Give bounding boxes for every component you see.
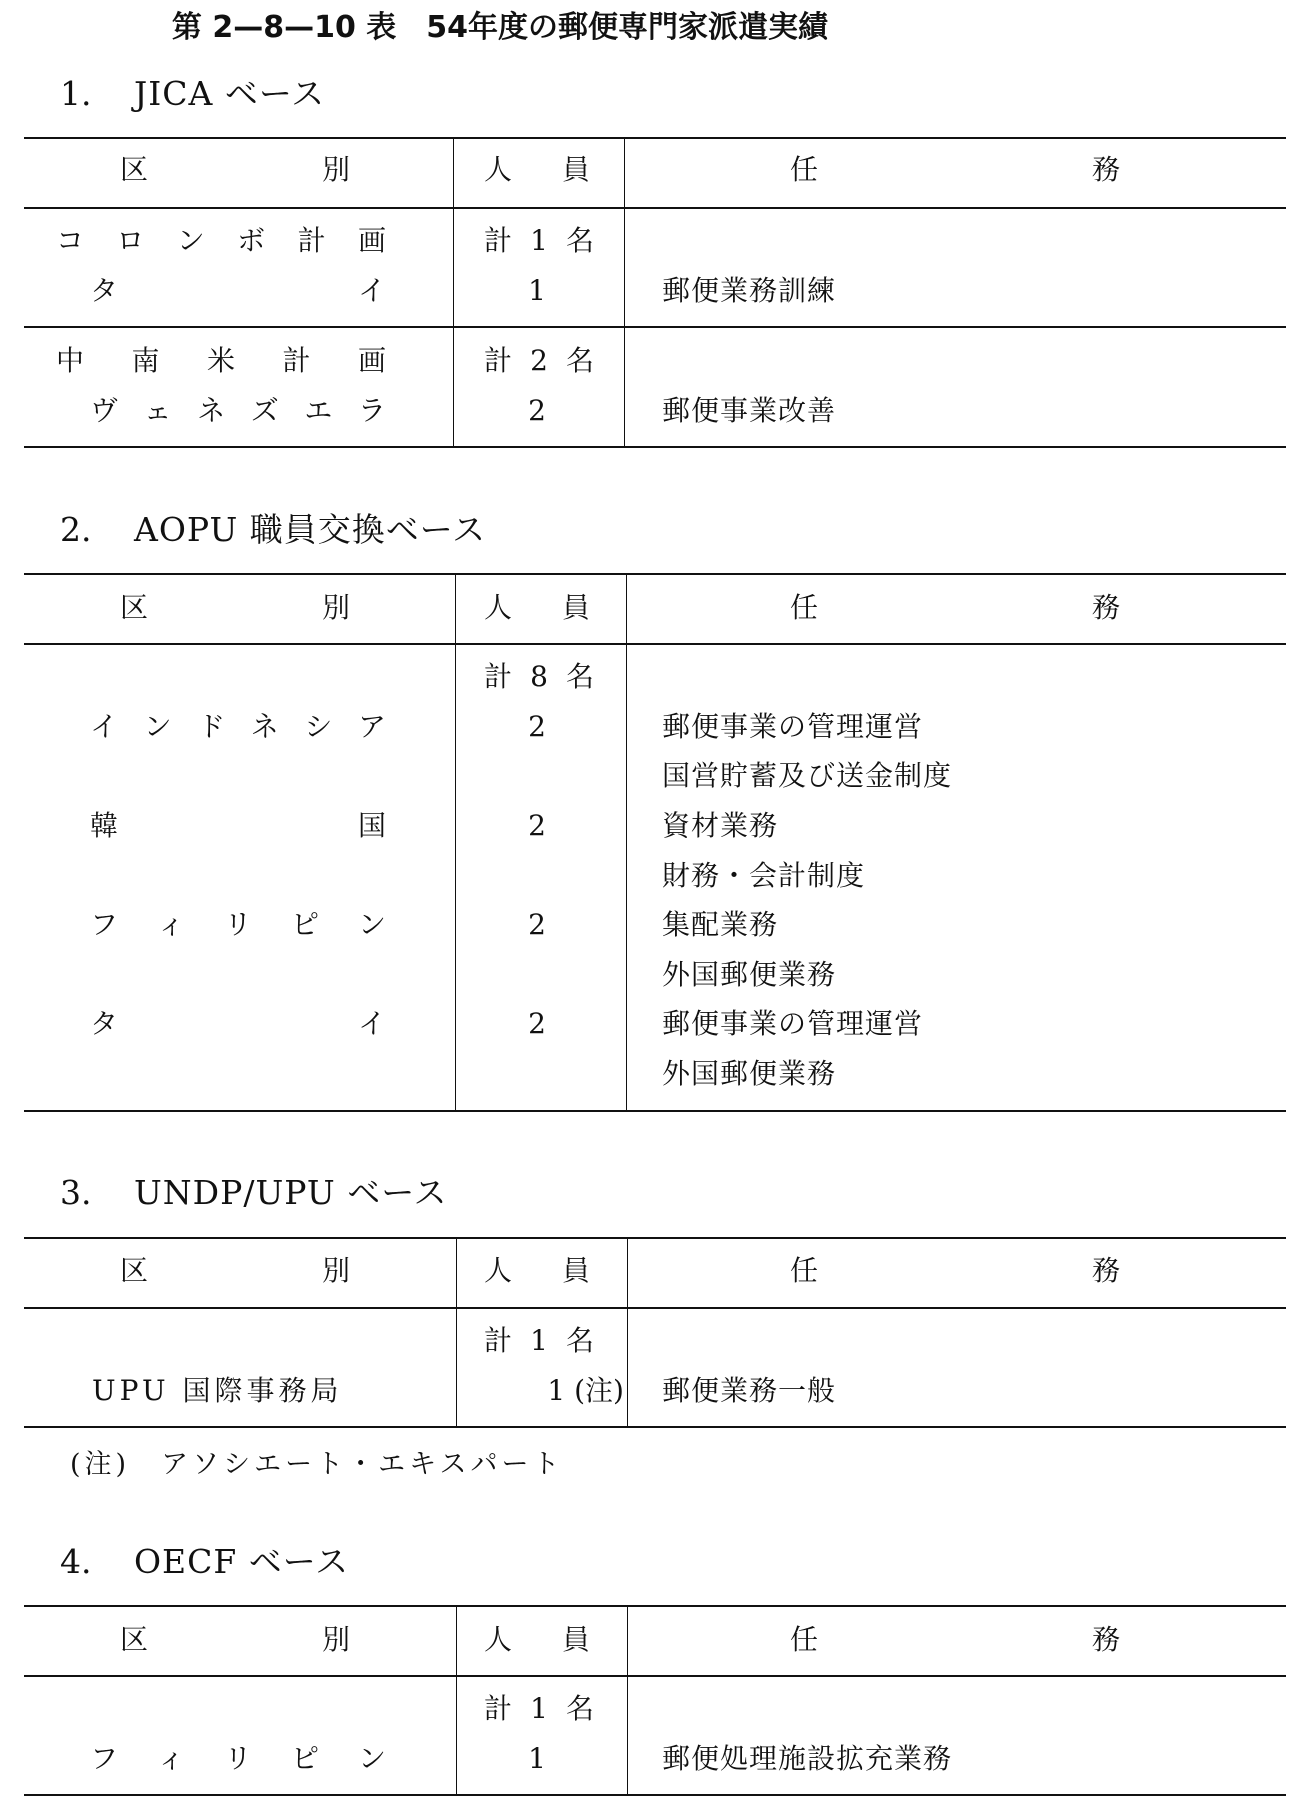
country-name: イ ン ド ネ シ ア (90, 710, 386, 743)
header-task: 任 務 (790, 153, 1120, 186)
rule (24, 1675, 1286, 1677)
rule (24, 1307, 1286, 1309)
country-name: 韓 国 (90, 809, 386, 842)
count-value: 2 (528, 809, 546, 842)
program-name: コ ロ ン ボ 計 画 (56, 224, 386, 257)
header-category: 区 別 (120, 591, 350, 624)
rule (24, 446, 1286, 448)
section-total: 計 8 名 (484, 660, 594, 693)
rule (24, 643, 1286, 645)
section-number: 1. (60, 74, 92, 113)
rule (24, 137, 1286, 139)
rule (24, 1110, 1286, 1112)
rule (24, 1237, 1286, 1239)
task-text: 外国郵便業務 (662, 1057, 837, 1090)
section-title: UNDP/UPU ベース (134, 1173, 448, 1212)
count-value: 1 (528, 274, 546, 307)
section-total: 計 1 名 (484, 1324, 594, 1357)
country-name: ヴ ェ ネ ズ エ ラ (90, 394, 386, 427)
rule (24, 326, 1286, 328)
group-total: 計 1 名 (484, 224, 594, 257)
task-text: 郵便事業改善 (662, 394, 837, 427)
section-heading-4 (60, 1540, 349, 1584)
header-count: 人 員 (484, 153, 590, 186)
header-category: 区 別 (120, 153, 350, 186)
task-text: 国営貯蓄及び送金制度 (662, 759, 953, 792)
task-text: 郵便処理施設拡充業務 (662, 1742, 953, 1775)
task-text: 集配業務 (662, 908, 779, 941)
rule (24, 573, 1286, 575)
section-number: 3. (60, 1173, 92, 1212)
column-divider (456, 1237, 457, 1426)
section-heading-2 (60, 508, 486, 552)
rule (24, 1605, 1286, 1607)
country-name: フ ィ リ ピ ン (90, 908, 386, 941)
task-text: 外国郵便業務 (662, 958, 837, 991)
section-title: JICA ベース (134, 74, 326, 113)
count-value: 2 (528, 908, 546, 941)
section-total: 計 1 名 (484, 1692, 594, 1725)
table-title: 第 2—8—10 表 54年度の郵便専門家派遣実績 (171, 10, 829, 45)
country-name: UPU 国際事務局 (92, 1374, 343, 1407)
header-category: 区 別 (120, 1623, 350, 1656)
rule (24, 1794, 1286, 1796)
country-name: タ イ (90, 274, 386, 307)
header-count: 人 員 (484, 1254, 590, 1287)
count-value: 1 (注) (547, 1374, 624, 1407)
count-value: 2 (528, 1007, 546, 1040)
rule (24, 1426, 1286, 1428)
task-text: 資材業務 (662, 809, 779, 842)
rule (24, 207, 1286, 209)
task-text: 郵便業務一般 (662, 1374, 837, 1407)
header-task: 任 務 (790, 1254, 1120, 1287)
section-number: 2. (60, 510, 92, 549)
task-text: 郵便業務訓練 (662, 274, 837, 307)
header-task: 任 務 (790, 1623, 1120, 1656)
column-divider (626, 573, 627, 1110)
section-title: OECF ベース (134, 1542, 350, 1581)
section-heading-3 (60, 1171, 448, 1215)
footnote: (注) アソシエート・エキスパート (70, 1449, 564, 1480)
column-divider (627, 1237, 628, 1426)
group-total: 計 2 名 (484, 344, 594, 377)
section-number: 4. (60, 1542, 92, 1581)
task-text: 郵便事業の管理運営 (662, 710, 924, 743)
program-name: 中 南 米 計 画 (56, 344, 386, 377)
header-count: 人 員 (484, 591, 590, 624)
column-divider (624, 137, 625, 446)
count-value: 2 (528, 710, 546, 743)
count-value: 2 (528, 394, 546, 427)
column-divider (627, 1605, 628, 1794)
section-heading-1 (60, 72, 325, 116)
section-title: AOPU 職員交換ベース (134, 510, 487, 549)
count-value: 1 (528, 1742, 546, 1775)
header-category: 区 別 (120, 1254, 350, 1287)
country-name: フ ィ リ ピ ン (90, 1742, 386, 1775)
country-name: タ イ (90, 1007, 386, 1040)
task-text: 財務・会計制度 (662, 859, 866, 892)
task-text: 郵便事業の管理運営 (662, 1007, 924, 1040)
header-task: 任 務 (790, 591, 1120, 624)
header-count: 人 員 (484, 1623, 590, 1656)
